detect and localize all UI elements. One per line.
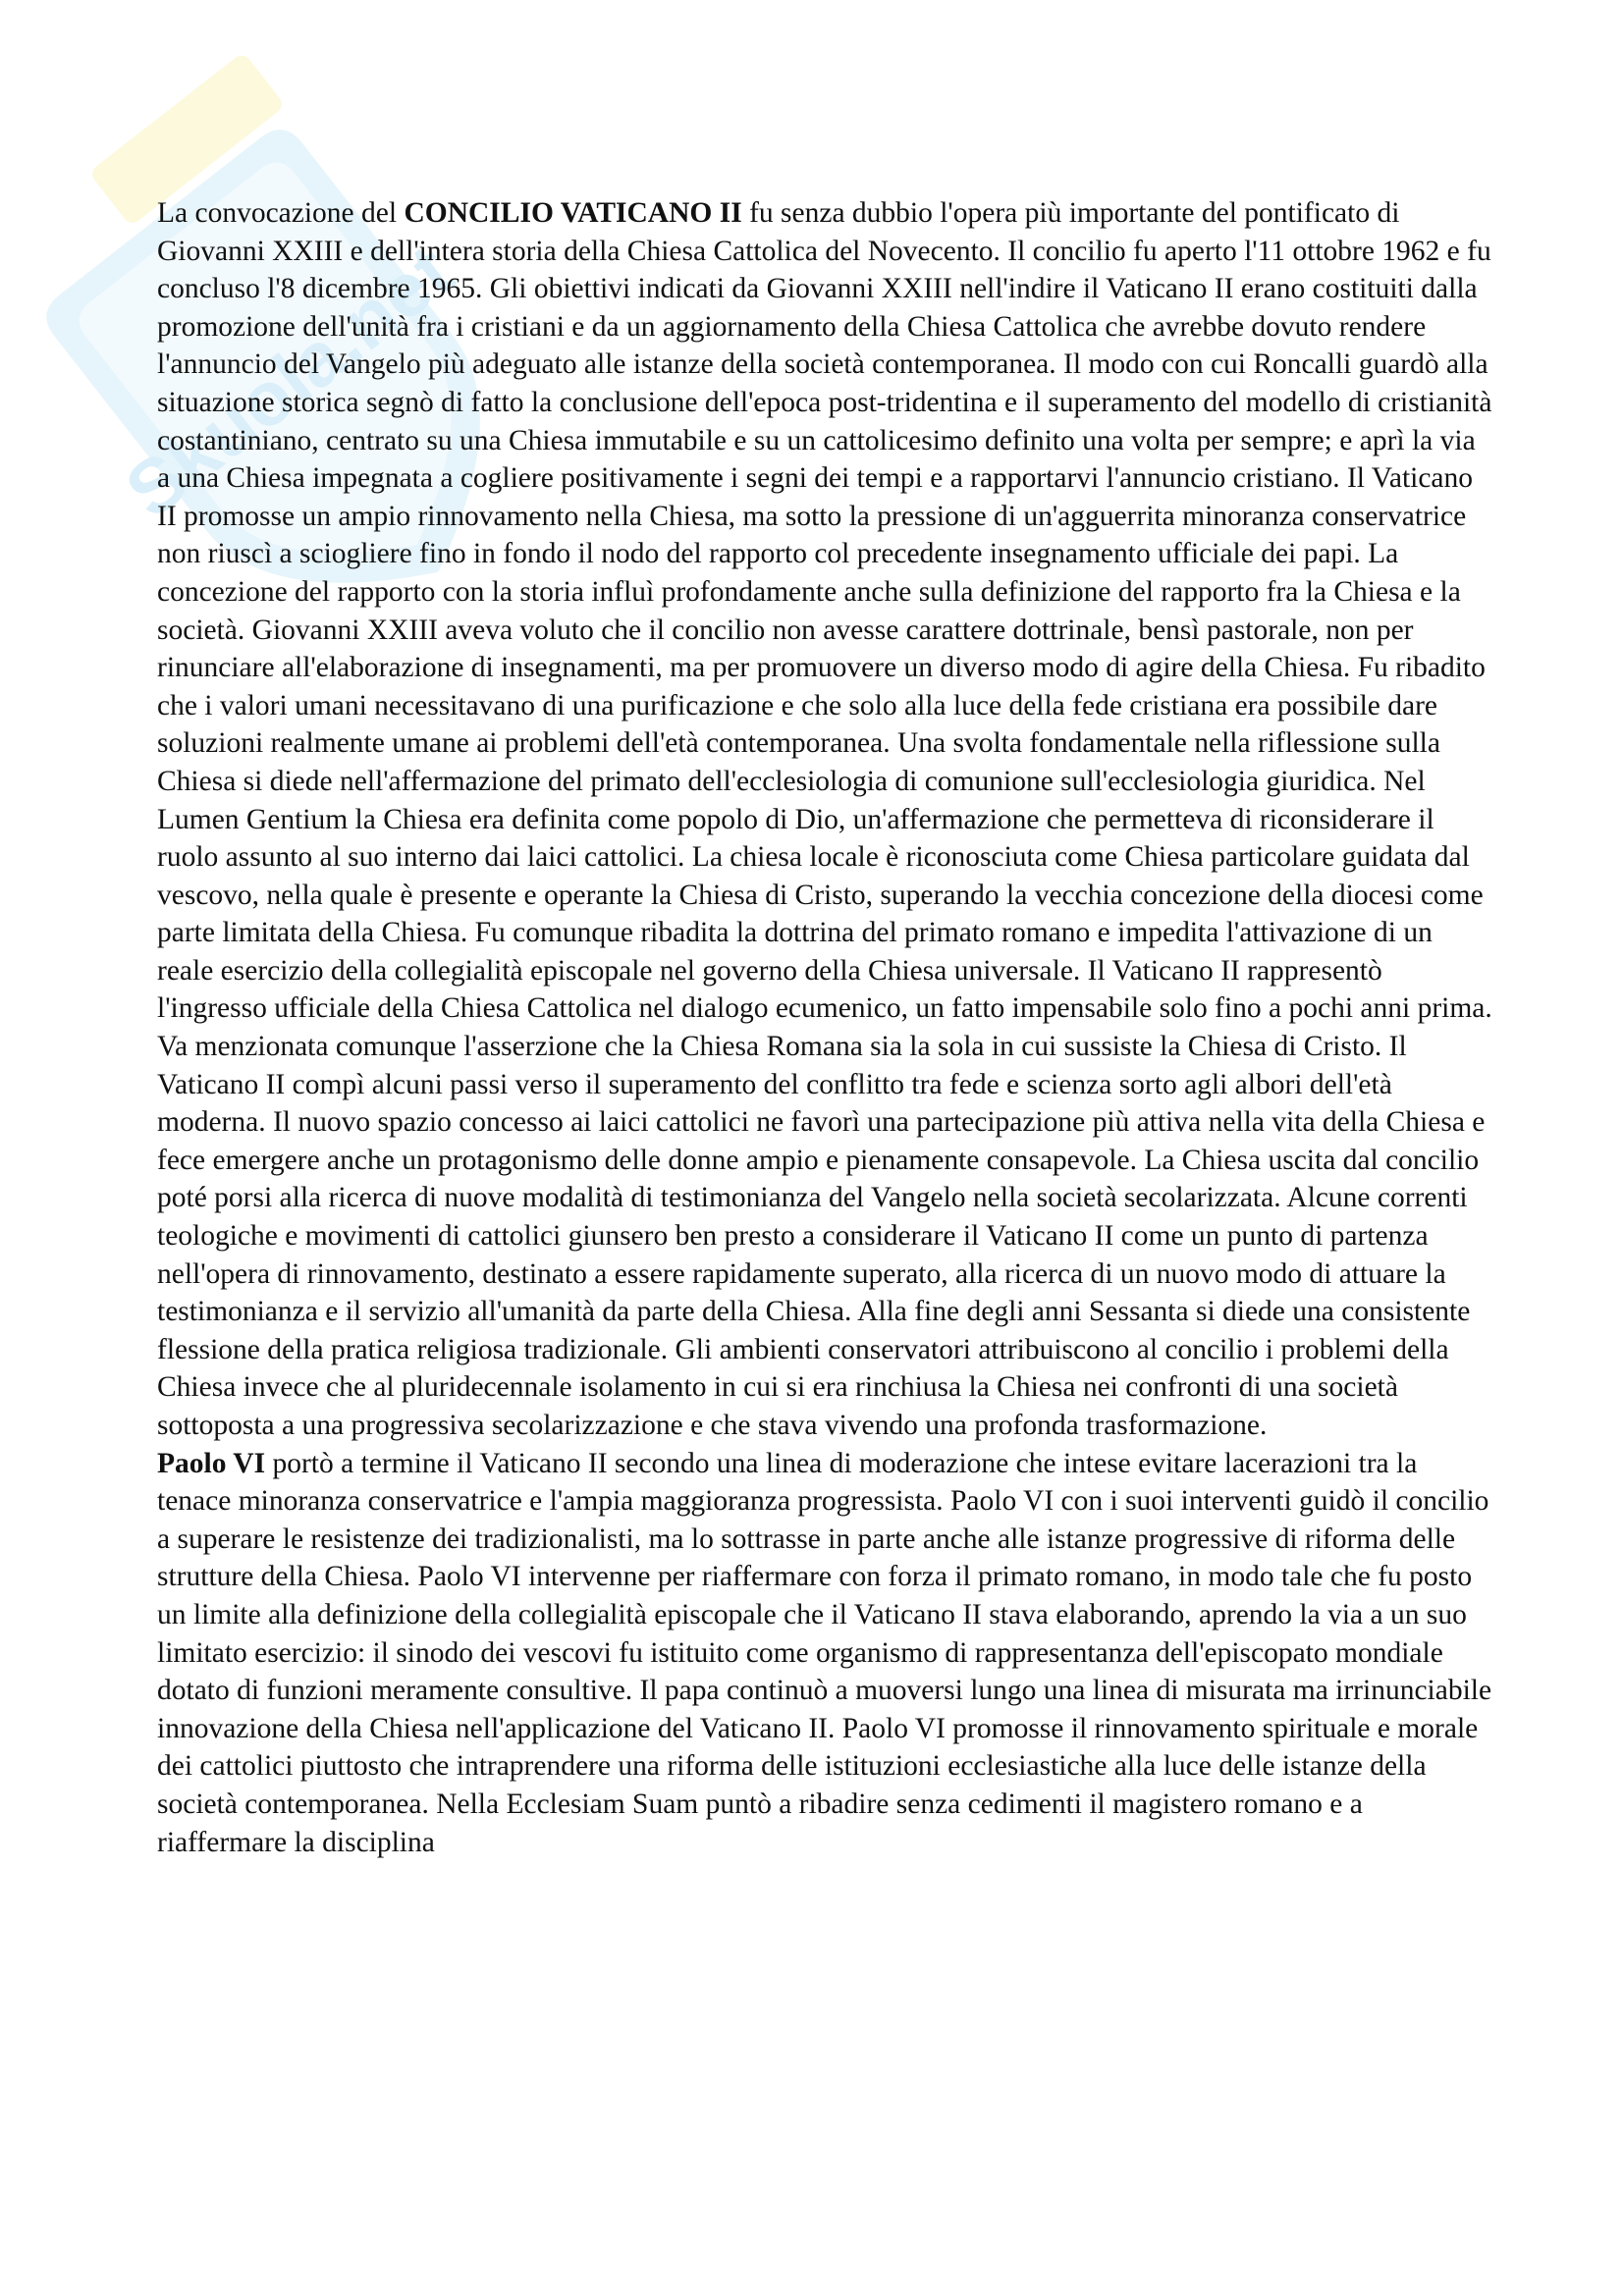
paragraph-lead: La convocazione del — [157, 197, 405, 229]
paragraph-concilio-vaticano — [157, 194, 1492, 1445]
paragraph-text: portò a termine il Vaticano II secondo una linea di moderazione che intese evitare lacerazioni tra la tenace minoranza conservatrice e l'ampia maggioranza progressista. Paolo VI con i suoi interventi guidò il concilio a superare le resistenze dei tradizionalisti, ma lo sottrasse in parte anche alle istanze progressive di riforma delle strutture della Chiesa. Paolo VI intervenne per riaffermare con forza il primato romano, in modo tale che fu posto un limite alla definizione della collegialità episcopale che il Vaticano II stava elaborando, aprendo la via a un suo limitato esercizio: il sinodo dei vescovi fu istituito come organismo di rappresentanza dell'episcopato mondiale dotato di funzioni meramente consultive. Il papa continuò a muoversi lungo una linea di misurata ma irrinunciabile innovazione della Chiesa nell'applicazione del Vaticano II. Paolo VI promosse il rinnovamento spirituale e morale dei cattolici piuttosto che intraprendere una riforma delle istituzioni ecclesiastiche alla luce delle istanze della società contemporanea. Nella Ecclesiam Suam puntò a ribadire senza cedimenti il magistero romano e a riaffermare la disciplina — [157, 1447, 1492, 1858]
paragraph-text: fu senza dubbio l'opera più importante del pontificato di Giovanni XXIII e dell'intera storia della Chiesa Cattolica del Novecento. Il concilio fu aperto l'11 ottobre 1962 e fu concluso l'8 dicembre 1965. Gli obiettivi indicati da Giovanni XXIII nell'indire il Vaticano II erano costituiti dalla promozione dell'unità fra i cristiani e da un aggiornamento della Chiesa Cattolica che avrebbe dovuto rendere l'annuncio del Vangelo più adeguato alle istanze della società contemporanea. Il modo con cui Roncalli guardò alla situazione storica segnò di fatto la conclusione dell'epoca post-tridentina e il superamento del modello di cristianità costantiniano, centrato su una Chiesa immutabile e su un cattolicesimo definito una volta per sempre; e aprì la via a una Chiesa impegnata a cogliere positivamente i segni dei tempi e a rapportarvi l'annuncio cristiano. Il Vaticano II promosse un ampio rinnovamento nella Chiesa, ma sotto la pressione di un'agguerrita minoranza conservatrice non riuscì a sciogliere fino in fondo il nodo del rapporto col precedente insegnamento ufficiale dei papi. La concezione del rapporto con la storia influì profondamente anche sulla definizione del rapporto fra la Chiesa e la società. Giovanni XXIII aveva voluto che il concilio non avesse carattere dottrinale, bensì pastorale, non per rinunciare all'elaborazione di insegnamenti, ma per promuovere un diverso modo di agire della Chiesa. Fu ribadito che i valori umani necessitavano di una purificazione e che solo alla luce della fede cristiana era possibile dare soluzioni realmente umane ai problemi dell'età contemporanea. Una svolta fondamentale nella riflessione sulla Chiesa si diede nell'affermazione del primato dell'ecclesiologia di comunione sull'ecclesiologia giuridica. Nel Lumen Gentium la Chiesa era definita come popolo di Dio, un'affermazione che permetteva di riconsiderare il ruolo assunto al suo interno dai laici cattolici. La chiesa locale è riconosciuta come Chiesa particolare guidata dal vescovo, nella quale è presente e operante la Chiesa di Cristo, superando la vecchia concezione della diocesi come parte limitata della Chiesa. Fu comunque ribadita la dottrina del primato romano e impedita l'attivazione di un reale esercizio della collegialità episcopale nel governo della Chiesa universale. Il Vaticano II rappresentò l'ingresso ufficiale della Chiesa Cattolica nel dialogo ecumenico, un fatto impensabile solo fino a pochi anni prima. Va menzionata comunque l'asserzione che la Chiesa Romana sia la sola in cui sussiste la Chiesa di Cristo. Il Vaticano II compì alcuni passi verso il superamento del conflitto tra fede e scienza sorto agli albori dell'età moderna. Il nuovo spazio concesso ai laici cattolici ne favorì una partecipazione più attiva nella vita della Chiesa e fece emergere anche un protagonismo delle donne ampio e pienamente consapevole. La Chiesa uscita dal concilio poté porsi alla ricerca di nuove modalità di testimonianza del Vangelo nella società secolarizzata. Alcune correnti teologiche e movimenti di cattolici giunsero ben presto a considerare il Vaticano II come un punto di partenza nell'opera di rinnovamento, destinato a essere rapidamente superato, alla ricerca di un nuovo modo di attuare la testimonianza e il servizio all'umanità da parte della Chiesa. Alla fine degli anni Sessanta si diede una consistente flessione della pratica religiosa tradizionale. Gli ambienti conservatori attribuiscono al concilio i problemi della Chiesa invece che al pluridecennale isolamento in cui si era rinchiusa la Chiesa nei confronti di una società sottoposta a una progressiva secolarizzazione e che stava vivendo una profonda trasformazione. — [157, 197, 1492, 1441]
paragraph-paolo-vi — [157, 1445, 1492, 1862]
svg-text:Skuola.net: Skuola.net — [109, 228, 468, 535]
heading-concilio-vaticano-ii: CONCILIO VATICANO II — [404, 197, 742, 229]
heading-paolo-vi: Paolo VI — [157, 1447, 266, 1479]
document-body — [157, 194, 1492, 1861]
